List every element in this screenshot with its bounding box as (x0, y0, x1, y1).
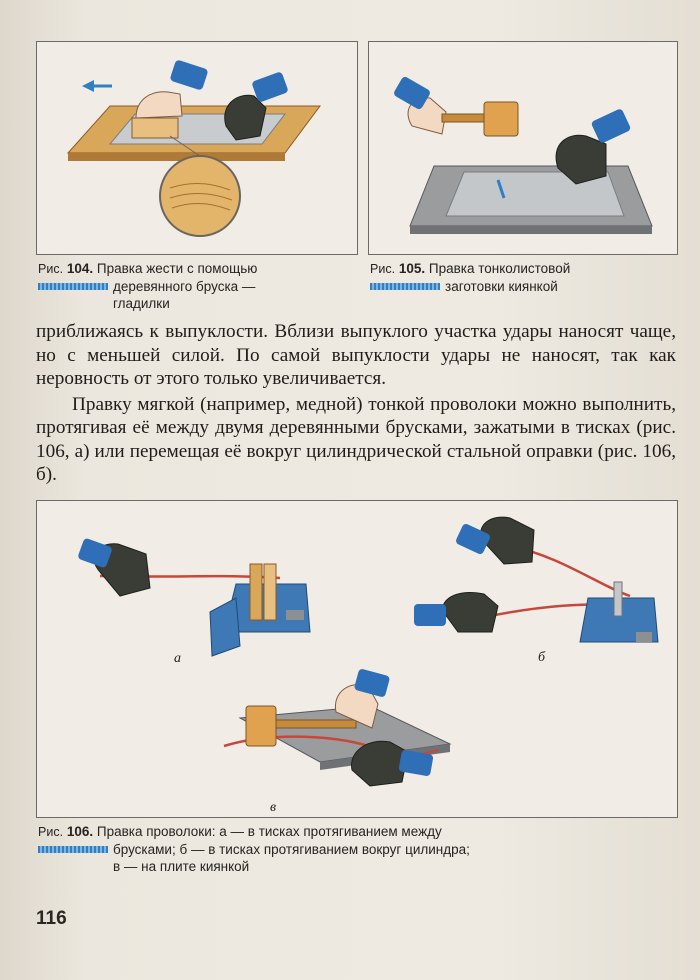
caption-line: Правка проволоки: а — в тисках протягиванием между (96, 824, 442, 839)
caption-line: заготовки киянкой (445, 279, 558, 294)
figure-106-sublabel-v: в (270, 800, 277, 815)
figure-label: Рис. (38, 262, 64, 276)
paragraph: приближаясь к выпуклости. Вблизи выпуклого участка удары наносят чаще, но с меньшей силой. По самой выпуклости удары не наносят, так как неровность от этого только увеличивается. (36, 321, 676, 389)
figure-106-illustration (40, 506, 672, 812)
figure-number: 106. (66, 824, 94, 839)
body-text (36, 320, 676, 487)
figure-106-caption (38, 823, 638, 875)
page-number: 116 (36, 908, 67, 929)
figure-104-illustration (40, 48, 352, 248)
caption-line: гладилки (113, 296, 170, 311)
caption-line: в — на плите киянкой (113, 859, 250, 874)
figure-label: Рис. (38, 825, 64, 839)
paragraph: Правку мягкой (например, медной) тонкой проволоки можно выполнить, протягивая её между двумя деревянными брусками, зажатыми в тисках (рис. 106, а) или перемещая её вокруг цилиндрической стальной оправки (рис. 106, б). (36, 393, 676, 485)
figure-number: 104. (66, 261, 94, 276)
figure-number: 105. (398, 261, 426, 276)
caption-line: Правка жести с помощью (96, 261, 258, 276)
figure-106-sublabel-a: а (174, 651, 181, 666)
figure-105-caption (370, 260, 670, 295)
caption-line: Правка тонколистовой (428, 261, 571, 276)
figure-label: Рис. (370, 262, 396, 276)
figure-105-illustration (372, 48, 672, 248)
caption-line: брусками; б — в тисках протягиванием вокруг цилиндра; (113, 842, 470, 857)
figure-106-sublabel-b: б (538, 650, 546, 665)
figure-104-caption (38, 260, 338, 312)
caption-line: деревянного бруска — (113, 279, 256, 294)
